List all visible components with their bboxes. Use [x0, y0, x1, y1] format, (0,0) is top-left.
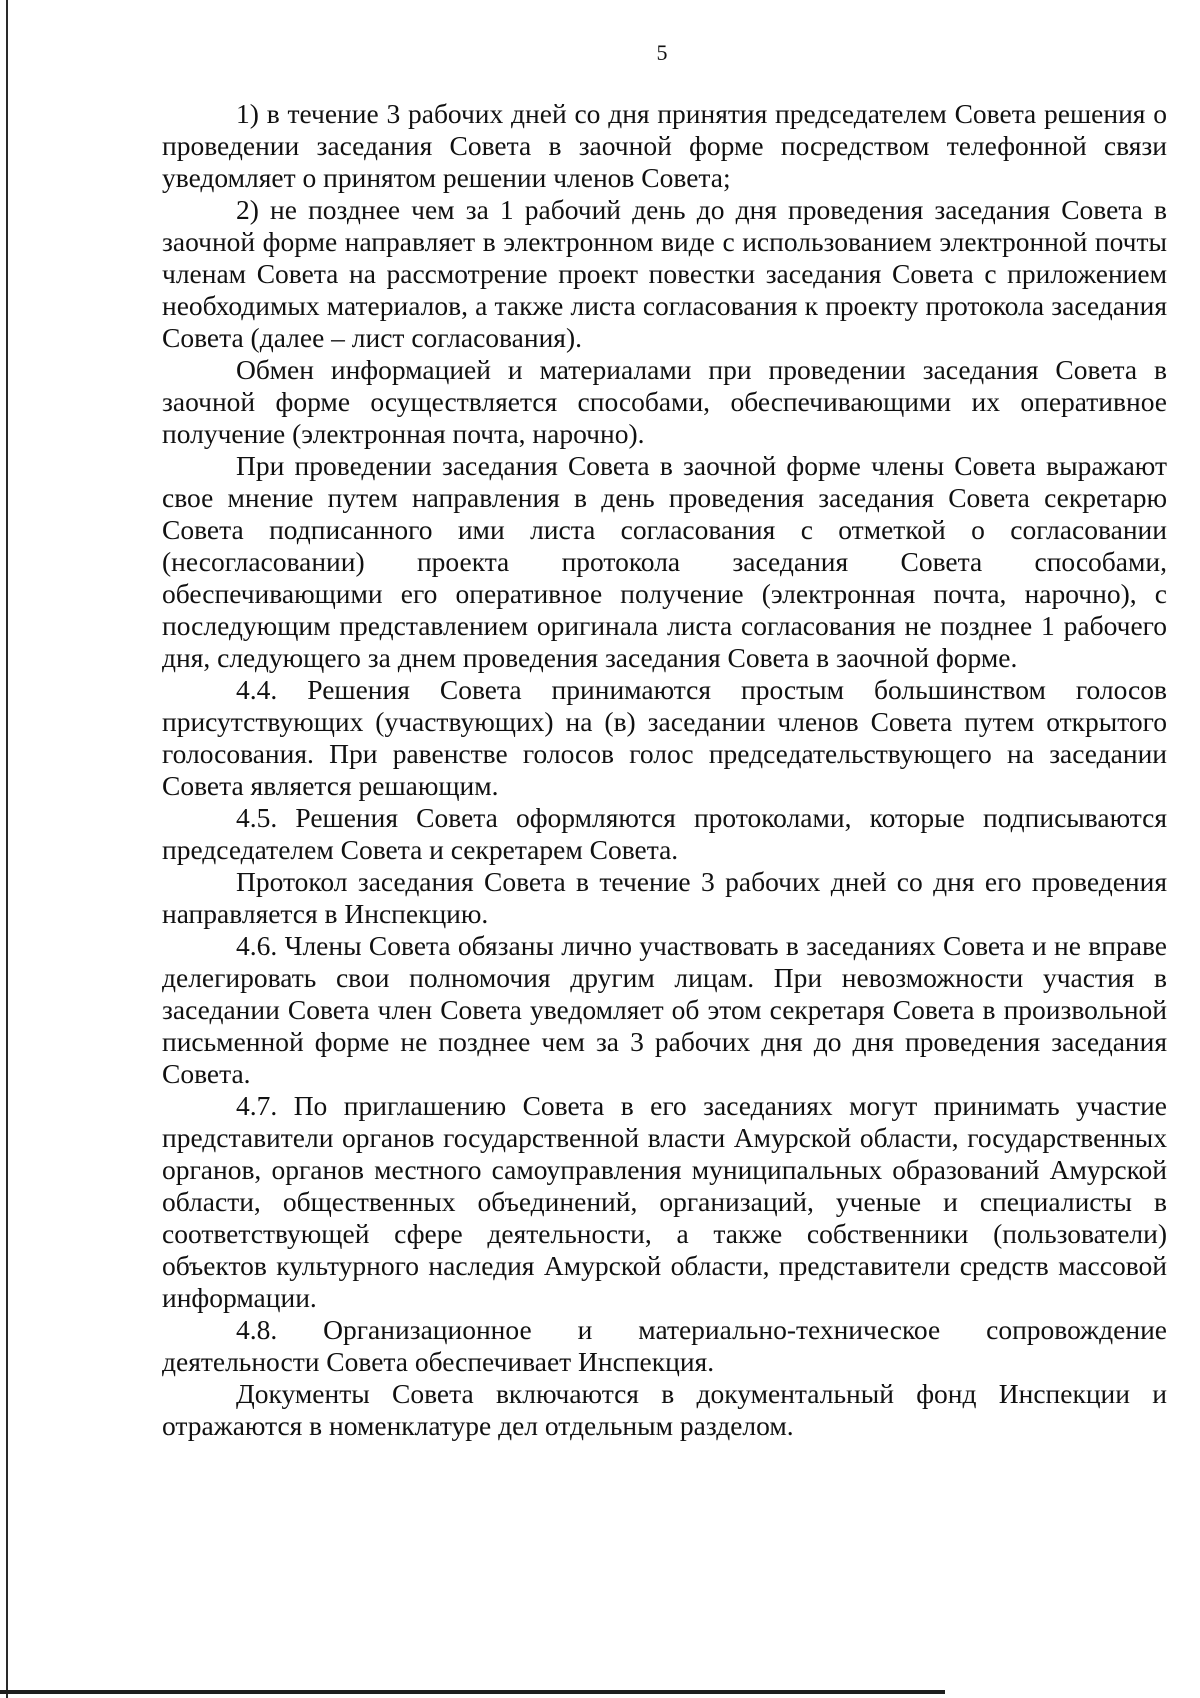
paragraph-exchange: Обмен информацией и материалами при проведении заседания Совета в заочной форме осуществляется способами, обеспечивающими их оперативное получение (электронная почта, нарочно). [162, 354, 1167, 449]
paragraph-correspondence-voting: При проведении заседания Совета в заочной форме члены Совета выражают свое мнение путем направления в день проведения заседания Совета секретарю Совета подписанного ими листа согласования с отметкой о согласовании (несогласовании) проекта протокола заседания Совета способами, обеспечивающими его оперативное получение (электронная почта, нарочно), с последующим представлением оригинала листа согласования не позднее 1 рабочего дня, следующего за днем проведения заседания Совета в заочной форме. [162, 450, 1167, 673]
paragraph-4-6: 4.6. Члены Совета обязаны лично участвовать в заседаниях Совета и не вправе делегировать свои полномочия другим лицам. При невозможности участия в заседании Совета член Совета уведомляет об этом секретаря Совета в произвольной письменной форме не позднее чем за 3 рабочих дня до дня проведения заседания Совета. [162, 930, 1167, 1089]
paragraph-item-1: 1) в течение 3 рабочих дней со дня принятия председателем Совета решения о проведении заседания Совета в заочной форме посредством телефонной связи уведомляет о принятом решении членов Совета; [162, 98, 1167, 193]
scan-left-edge [6, 0, 8, 1698]
paragraph-item-2: 2) не позднее чем за 1 рабочий день до дня проведения заседания Совета в заочной форме направляет в электронном виде с использованием электронной почты членам Совета на рассмотрение проект повестки заседания Совета с приложением необходимых материалов, а также листа согласования к проекту протокола заседания Совета (далее – лист согласования). [162, 194, 1167, 353]
paragraph-4-5: 4.5. Решения Совета оформляются протоколами, которые подписываются председателем Совета и секретарем Совета. [162, 802, 1167, 865]
scan-bottom-edge [0, 1690, 945, 1694]
page-number: 5 [656, 40, 668, 65]
paragraph-4-4: 4.4. Решения Совета принимаются простым большинством голосов присутствующих (участвующих) на (в) заседании членов Совета путем открытого голосования. При равенстве голосов голос председательствующего на заседании Совета является решающим. [162, 674, 1167, 801]
paragraph-protocol: Протокол заседания Совета в течение 3 рабочих дней со дня его проведения направляется в Инспекцию. [162, 866, 1167, 929]
document-body [162, 98, 1167, 1442]
paragraph-4-7: 4.7. По приглашению Совета в его заседаниях могут принимать участие представители органов государственной власти Амурской области, государственных органов, органов местного самоуправления муниципальных образований Амурской области, общественных объединений, организаций, ученые и специалисты в соответствующей сфере деятельности, а также собственники (пользователи) объектов культурного наследия Амурской области, представители средств массовой информации. [162, 1090, 1167, 1313]
paragraph-documents: Документы Совета включаются в документальный фонд Инспекции и отражаются в номенклатуре дел отдельным разделом. [162, 1378, 1167, 1441]
paragraph-4-8: 4.8. Организационное и материально-техническое сопровождение деятельности Совета обеспечивает Инспекция. [162, 1314, 1167, 1377]
